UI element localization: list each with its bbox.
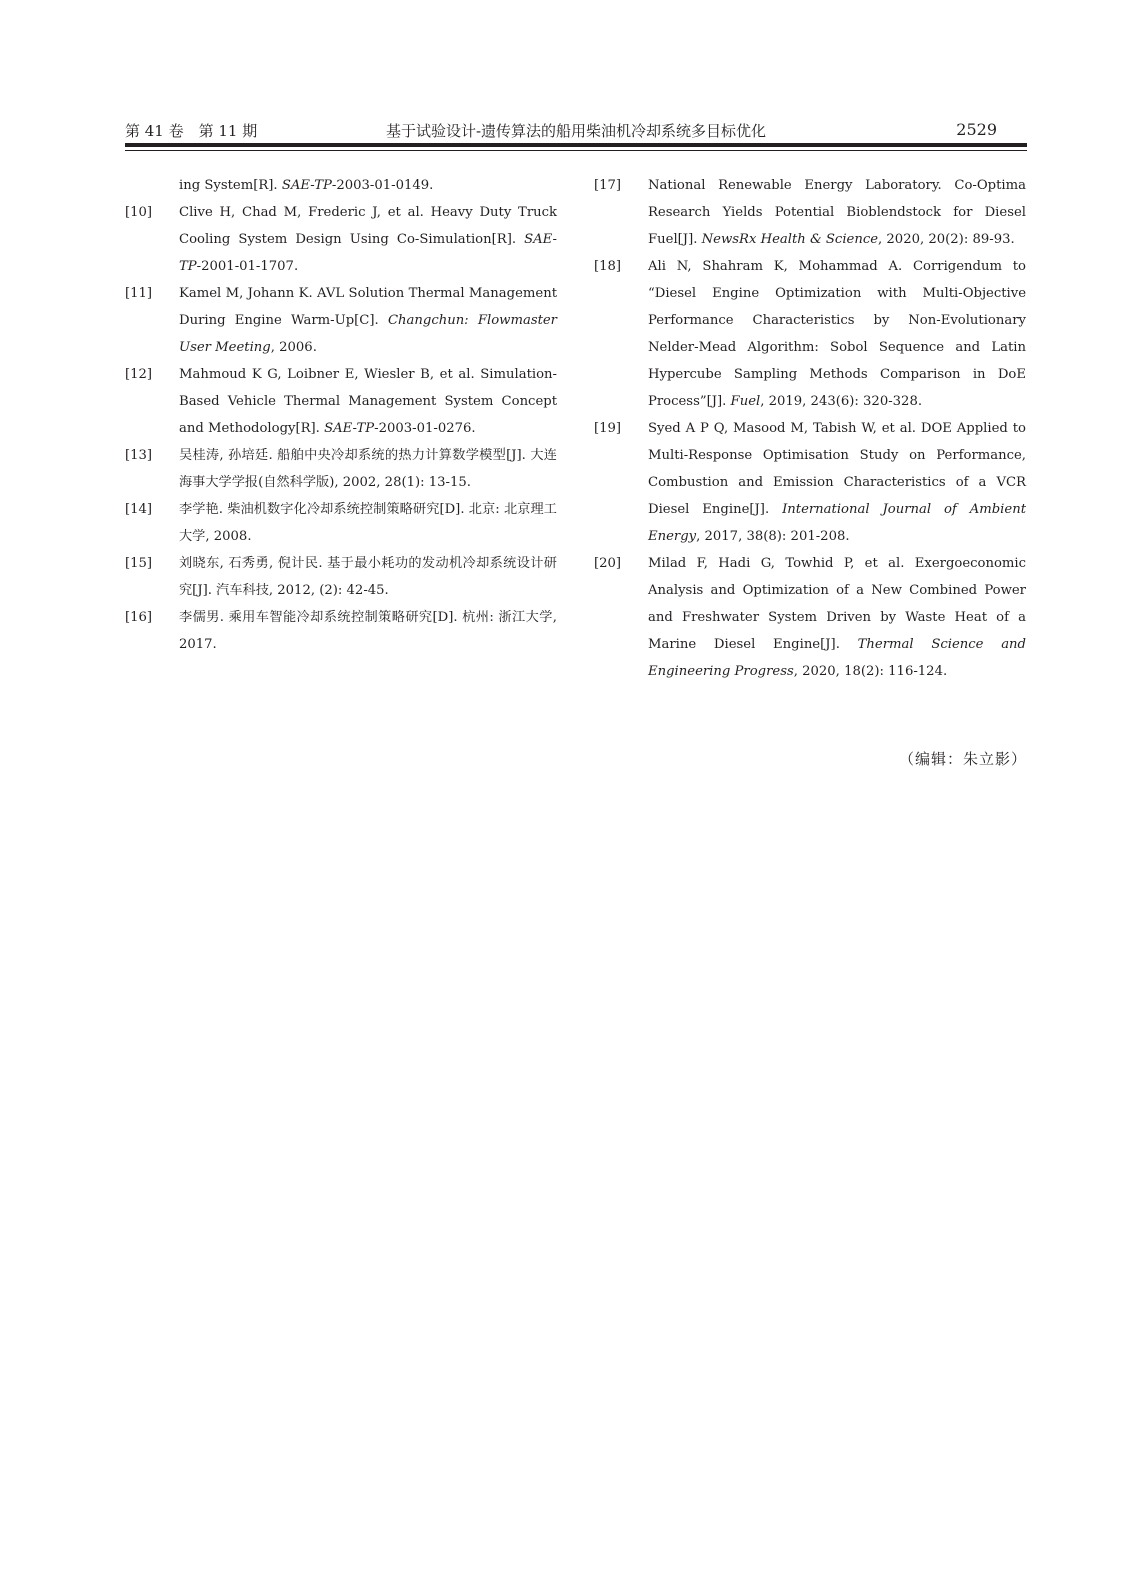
reference-text: ing System[R]. [179, 178, 282, 193]
reference-item [125, 280, 557, 361]
reference-number: [18] [594, 259, 622, 274]
reference-item [125, 199, 557, 280]
reference-text: Syed A P Q, Masood M, Tabish W, et al. DOE Applied to Multi-Response Optimisation Study on Performance, Combustion and Emission Characteristics of a VCR Diesel Engine[J]. [648, 421, 1026, 517]
reference-details: -2003-01-0149. [331, 178, 434, 193]
reference-number: [19] [594, 421, 622, 436]
reference-source: Changchun: Flowmaster User Meeting [179, 313, 557, 355]
reference-details: , 2020, 20(2): 89-93. [878, 232, 1015, 247]
reference-number: [12] [125, 367, 153, 382]
reference-text: 李儒男. 乘用车智能冷却系统控制策略研究[D]. 杭州: 浙江大学, 2017. [179, 610, 557, 652]
reference-text: Kamel M, Johann K. AVL Solution Thermal Management During Engine Warm-Up[C]. [179, 286, 557, 328]
reference-text: Ali N, Shahram K, Mohammad A. Corrigendum to “Diesel Engine Optimization with Multi-Objective Performance Characteristics by Non-Evolutionary Nelder-Mead Algorithm: Sobol Sequence and Latin Hypercube Sampling Methods Comparison in DoE Process”[J]. [648, 259, 1026, 409]
reference-number: [15] [125, 556, 153, 571]
reference-item [594, 550, 1026, 685]
reference-number: [20] [594, 556, 622, 571]
reference-details: , 2006. [270, 340, 317, 355]
reference-details: , 2017, 38(8): 201-208. [696, 529, 850, 544]
reference-text: Milad F, Hadi G, Towhid P, et al. Exergoeconomic Analysis and Optimization of a New Combined Power and Freshwater System Driven by Waste Heat of a Marine Diesel Engine[J]. [648, 556, 1026, 652]
reference-text: 李学艳. 柴油机数字化冷却系统控制策略研究[D]. 北京: 北京理工大学, 2008. [179, 502, 557, 544]
reference-text: Mahmoud K G, Loibner E, Wiesler B, et al. Simulation-Based Vehicle Thermal Management System Concept and Methodology[R]. [179, 367, 557, 436]
reference-source: NewsRx Health & Science [701, 232, 879, 247]
reference-item [125, 604, 557, 658]
reference-column-left [125, 172, 557, 658]
reference-item [125, 172, 557, 199]
reference-text: Clive H, Chad M, Frederic J, et al. Heavy Duty Truck Cooling System Design Using Co-Simulation[R]. [179, 205, 557, 247]
reference-text: 刘晓东, 石秀勇, 倪计民. 基于最小耗功的发动机冷却系统设计研究[J]. 汽车科技, 2012, (2): 42-45. [179, 556, 557, 598]
header-rule-thin [125, 150, 1027, 151]
reference-source: SAE-TP [179, 232, 557, 274]
running-header [125, 120, 1027, 142]
reference-item [594, 172, 1026, 253]
reference-details: -2003-01-0276. [374, 421, 476, 436]
reference-number: [16] [125, 610, 153, 625]
reference-item [125, 550, 557, 604]
running-title: 基于试验设计-遗传算法的船用柴油机冷却系统多目标优化 [385, 122, 767, 140]
reference-source: Thermal Science and Engineering Progress [648, 637, 1026, 679]
reference-source: SAE-TP [324, 421, 375, 436]
reference-number: [11] [125, 286, 153, 301]
page-number: 2529 [956, 120, 997, 139]
reference-item [125, 442, 557, 496]
editor-note: （编辑：朱立影） [898, 750, 1027, 768]
reference-details: , 2020, 18(2): 116-124. [793, 664, 948, 679]
reference-number: [10] [125, 205, 153, 220]
reference-source: SAE-TP [281, 178, 332, 193]
reference-number: [13] [125, 448, 153, 463]
reference-item [594, 415, 1026, 550]
volume-issue: 第 41 卷 第 11 期 [125, 122, 258, 140]
reference-item [594, 253, 1026, 415]
reference-text: National Renewable Energy Laboratory. Co-Optima Research Yields Potential Bioblendstock for Diesel Fuel[J]. [648, 178, 1026, 247]
reference-details: , 2019, 243(6): 320-328. [760, 394, 923, 409]
reference-item [125, 496, 557, 550]
reference-number: [14] [125, 502, 153, 517]
reference-source: Fuel [730, 394, 761, 409]
reference-details: -2001-01-1707. [196, 259, 299, 274]
reference-number: [17] [594, 178, 622, 193]
reference-column-right [594, 172, 1026, 685]
reference-source: International Journal of Ambient Energy [648, 502, 1026, 544]
reference-text: 吴桂涛, 孙培廷. 船舶中央冷却系统的热力计算数学模型[J]. 大连海事大学学报(自然科学版), 2002, 28(1): 13-15. [179, 448, 557, 490]
reference-item [125, 361, 557, 442]
header-rule-thick [125, 143, 1027, 147]
